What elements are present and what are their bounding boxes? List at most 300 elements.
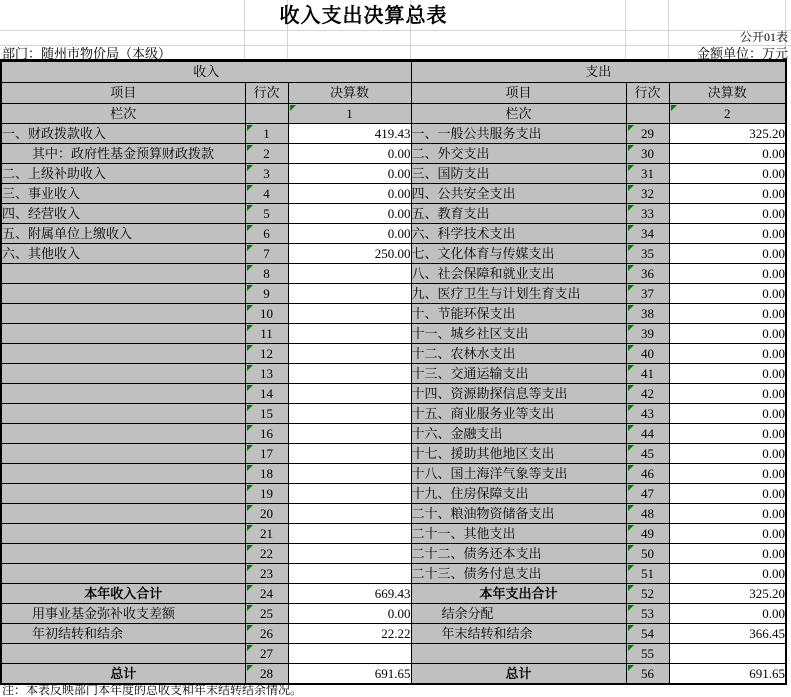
comment-marker-icon — [247, 485, 253, 491]
amount-unit-label: 金额单位：万元 — [696, 46, 788, 61]
revenue-row-number — [245, 444, 288, 464]
comment-marker-icon — [247, 205, 253, 211]
table-row — [1, 404, 786, 424]
expenditure-item-label — [411, 384, 626, 404]
expenditure-amount-header: 决算数 — [669, 83, 786, 104]
expenditure-amount — [669, 184, 786, 204]
comment-marker-icon — [628, 465, 634, 471]
revenue-item-label — [1, 584, 245, 604]
expenditure-amount — [669, 484, 786, 504]
table-row — [1, 204, 786, 224]
expenditure-item-label-text: 六、科学技术支出 — [411, 226, 516, 241]
revenue-amount — [288, 304, 411, 324]
expenditure-item-label-text: 年末结转和结余 — [441, 626, 533, 641]
expenditure-amount-text: 691.65 — [749, 666, 785, 681]
expenditure-row-number-text: 42 — [641, 386, 654, 401]
revenue-amount — [288, 644, 411, 664]
expenditure-row-number-text: 41 — [641, 366, 654, 381]
revenue-row-number — [245, 564, 288, 584]
comment-marker-icon — [628, 505, 634, 511]
table-row — [1, 504, 786, 524]
expenditure-row-number-text: 49 — [641, 526, 654, 541]
comment-marker-icon — [628, 445, 634, 451]
expenditure-item-label-text: 本年支出合计 — [479, 586, 558, 601]
table-row — [1, 644, 786, 664]
revenue-row-number-text: 12 — [260, 346, 273, 361]
expenditure-amount — [669, 204, 786, 224]
revenue-amount-text: 0.00 — [387, 166, 411, 181]
expenditure-row-number — [626, 384, 669, 404]
expenditure-amount — [669, 544, 786, 564]
expenditure-item-label-text: 十二、农林水支出 — [411, 346, 516, 361]
expenditure-amount-text: 0.00 — [762, 326, 785, 341]
revenue-row-number — [245, 644, 288, 664]
expenditure-row-number — [626, 164, 669, 184]
revenue-item-label — [1, 304, 245, 324]
expenditure-row-number-text: 44 — [641, 426, 654, 441]
expenditure-item-label-text: 五、教育支出 — [411, 206, 490, 221]
expenditure-amount — [669, 424, 786, 444]
expenditure-item-label — [411, 404, 626, 424]
comment-marker-icon — [628, 485, 634, 491]
revenue-item-label-text: 三、事业收入 — [2, 186, 81, 201]
expenditure-lanci-label: 栏次 — [411, 104, 626, 124]
revenue-row-number — [245, 244, 288, 264]
revenue-amount-text: 691.65 — [374, 666, 411, 681]
revenue-item-label — [1, 124, 245, 144]
footnote: 注：本表反映部门本年度的总收支和年末结转结余情况。 — [2, 683, 303, 697]
revenue-row-number-text: 17 — [260, 446, 273, 461]
expenditure-item-header: 项目 — [411, 83, 626, 104]
expenditure-amount — [669, 524, 786, 544]
comment-marker-icon — [247, 525, 253, 531]
revenue-row-number — [245, 344, 288, 364]
revenue-item-label — [1, 524, 245, 544]
expenditure-row-number — [626, 484, 669, 504]
revenue-row-number — [245, 284, 288, 304]
revenue-item-label-text: 五、附属单位上缴收入 — [2, 226, 133, 241]
revenue-amount-text: 250.00 — [374, 246, 411, 261]
expenditure-item-label — [411, 184, 626, 204]
expenditure-amount — [669, 244, 786, 264]
comment-marker-icon — [628, 545, 634, 551]
revenue-row-number-text: 26 — [260, 626, 273, 641]
expenditure-item-label — [411, 564, 626, 584]
revenue-row-number — [245, 504, 288, 524]
expenditure-item-label — [411, 224, 626, 244]
comment-marker-icon — [247, 305, 253, 311]
expenditure-amount-text: 0.00 — [762, 446, 785, 461]
revenue-row-number-text: 6 — [263, 226, 270, 241]
expenditure-row-number-text: 53 — [641, 606, 654, 621]
expenditure-rowno-header: 行次 — [626, 83, 669, 104]
expenditure-item-label-text: 十七、援助其他地区支出 — [411, 446, 555, 461]
revenue-item-label — [1, 224, 245, 244]
revenue-item-label — [1, 544, 245, 564]
expenditure-amount-text: 0.00 — [762, 206, 785, 221]
comment-marker-icon — [628, 145, 634, 151]
expenditure-item-label-text: 九、医疗卫生与计划生育支出 — [411, 286, 581, 301]
revenue-lanci-label: 栏次 — [1, 104, 245, 124]
expenditure-item-label-text: 十九、住房保障支出 — [411, 486, 529, 501]
expenditure-amount-text: 0.00 — [762, 286, 785, 301]
comment-marker-icon — [247, 405, 253, 411]
expenditure-row-number-text: 48 — [641, 506, 654, 521]
table-row — [1, 184, 786, 204]
expenditure-item-label — [411, 444, 626, 464]
revenue-item-label — [1, 284, 245, 304]
comment-marker-icon — [628, 625, 634, 631]
revenue-row-number-text: 25 — [260, 606, 273, 621]
expenditure-item-label-text: 一、一般公共服务支出 — [411, 126, 542, 141]
table-row — [1, 344, 786, 364]
expenditure-row-number — [626, 184, 669, 204]
expenditure-item-label — [411, 504, 626, 524]
expenditure-row-number-text: 37 — [641, 286, 654, 301]
expenditure-item-label — [411, 644, 626, 664]
revenue-row-number — [245, 384, 288, 404]
expenditure-amount-text: 0.00 — [762, 226, 785, 241]
revenue-row-number — [245, 264, 288, 284]
revenue-amount-text: 22.22 — [381, 626, 411, 641]
expenditure-row-number-text: 34 — [641, 226, 654, 241]
table-row — [1, 284, 786, 304]
expenditure-item-label-text: 总计 — [505, 666, 532, 681]
expenditure-row-number — [626, 444, 669, 464]
revenue-amount — [288, 224, 411, 244]
table-row — [1, 424, 786, 444]
comment-marker-icon — [247, 625, 253, 631]
table-row — [1, 224, 786, 244]
column-header-row — [1, 83, 786, 104]
revenue-amount — [288, 444, 411, 464]
revenue-item-label — [1, 384, 245, 404]
revenue-row-number-text: 5 — [263, 206, 270, 221]
revenue-row-number-text: 22 — [260, 546, 273, 561]
revenue-row-number-text: 1 — [263, 126, 270, 141]
expenditure-row-number — [626, 244, 669, 264]
table-row — [1, 464, 786, 484]
comment-marker-icon — [628, 305, 634, 311]
revenue-row-number-text: 19 — [260, 486, 273, 501]
revenue-row-number-text: 11 — [260, 326, 273, 341]
revenue-row-number — [245, 404, 288, 424]
expenditure-item-label-text: 八、社会保障和就业支出 — [411, 266, 555, 281]
comment-marker-icon — [247, 545, 253, 551]
table-row — [1, 584, 786, 604]
table-row — [1, 604, 786, 624]
comment-marker-icon — [628, 205, 634, 211]
revenue-row-number — [245, 204, 288, 224]
table-row — [1, 484, 786, 504]
expenditure-item-label — [411, 204, 626, 224]
comment-marker-icon — [247, 465, 253, 471]
revenue-row-number-text: 18 — [260, 466, 273, 481]
revenue-amount — [288, 184, 411, 204]
expenditure-row-number — [626, 424, 669, 444]
table-row — [1, 264, 786, 284]
revenue-item-label-text: 总计 — [110, 666, 137, 681]
revenue-row-number — [245, 424, 288, 444]
expenditure-item-label — [411, 284, 626, 304]
revenue-row-number — [245, 324, 288, 344]
expenditure-item-label-text: 十、节能环保支出 — [411, 306, 516, 321]
revenue-amount — [288, 564, 411, 584]
comment-marker-icon — [628, 185, 634, 191]
revenue-row-number-text: 8 — [263, 266, 270, 281]
expenditure-column-index — [669, 104, 786, 124]
revenue-row-number-text: 20 — [260, 506, 273, 521]
table-row — [1, 524, 786, 544]
expenditure-item-label-text: 结余分配 — [441, 606, 494, 621]
expenditure-amount-text: 0.00 — [762, 186, 785, 201]
revenue-row-number-text: 23 — [260, 566, 273, 581]
comment-marker-icon — [247, 165, 253, 171]
expenditure-row-number-text: 51 — [641, 566, 654, 581]
table-row — [1, 444, 786, 464]
expenditure-item-label — [411, 364, 626, 384]
revenue-item-label — [1, 564, 245, 584]
revenue-item-label-text: 本年收入合计 — [84, 586, 163, 601]
expenditure-item-label — [411, 624, 626, 644]
expenditure-item-label — [411, 324, 626, 344]
revenue-amount — [288, 264, 411, 284]
revenue-amount-text: 0.00 — [387, 206, 411, 221]
revenue-item-label — [1, 444, 245, 464]
revenue-item-label-text: 四、经营收入 — [2, 206, 81, 221]
expenditure-row-number — [626, 564, 669, 584]
expenditure-amount-text: 0.00 — [762, 466, 785, 481]
department-label: 部门：随州市物价局（本级） — [2, 46, 172, 61]
expenditure-amount — [669, 444, 786, 464]
expenditure-item-label-text: 二、外交支出 — [411, 146, 490, 161]
comment-marker-icon — [628, 165, 634, 171]
revenue-amount — [288, 604, 411, 624]
expenditure-item-label — [411, 524, 626, 544]
expenditure-amount-text: 0.00 — [762, 506, 785, 521]
table-body — [1, 124, 786, 685]
expenditure-amount — [669, 264, 786, 284]
revenue-item-label — [1, 504, 245, 524]
expenditure-item-label — [411, 124, 626, 144]
comment-marker-icon — [247, 185, 253, 191]
revenue-item-label — [1, 624, 245, 644]
revenue-amount — [288, 364, 411, 384]
comment-marker-icon — [247, 385, 253, 391]
revenue-amount — [288, 244, 411, 264]
expenditure-row-number-text: 31 — [641, 166, 654, 181]
revenue-row-number — [245, 524, 288, 544]
comment-marker-icon — [247, 645, 253, 651]
revenue-item-label — [1, 664, 245, 685]
expenditure-row-number-text: 29 — [641, 126, 654, 141]
revenue-row-number — [245, 544, 288, 564]
revenue-item-label — [1, 264, 245, 284]
expenditure-row-number — [626, 584, 669, 604]
revenue-amount — [288, 524, 411, 544]
comment-marker-icon — [628, 265, 634, 271]
revenue-row-number — [245, 464, 288, 484]
comment-marker-icon — [628, 425, 634, 431]
revenue-item-label-text: 其中：政府性基金预算财政拨款 — [32, 146, 215, 161]
page-title: 收入支出决算总表 — [279, 5, 448, 27]
revenue-row-number — [245, 604, 288, 624]
comment-marker-icon — [247, 665, 253, 671]
expenditure-row-number — [626, 544, 669, 564]
column-index-row — [1, 104, 786, 124]
comment-marker-icon — [628, 225, 634, 231]
table-row — [1, 564, 786, 584]
revenue-section-header: 收入 — [1, 61, 411, 83]
expenditure-row-number-text: 33 — [641, 206, 654, 221]
revenue-row-number — [245, 224, 288, 244]
expenditure-amount-text: 325.20 — [749, 126, 785, 141]
revenue-row-number — [245, 144, 288, 164]
expenditure-item-label-text: 二十、粮油物资储备支出 — [411, 506, 555, 521]
expenditure-item-label-text: 十六、金融支出 — [411, 426, 503, 441]
expenditure-amount-text: 0.00 — [762, 266, 785, 281]
comment-marker-icon — [247, 145, 253, 151]
revenue-item-label-text: 年初结转和结余 — [32, 626, 124, 641]
expenditure-row-number — [626, 624, 669, 644]
expenditure-amount-text: 0.00 — [762, 386, 785, 401]
revenue-lanci-blank — [245, 104, 288, 124]
comment-marker-icon — [247, 505, 253, 511]
table-header — [1, 61, 786, 124]
revenue-amount — [288, 504, 411, 524]
comment-marker-icon — [628, 245, 634, 251]
table-code-label: 公开01表 — [739, 30, 788, 44]
comment-marker-icon — [247, 325, 253, 331]
title-area — [0, 0, 791, 62]
revenue-row-number-text: 10 — [260, 306, 273, 321]
expenditure-item-label — [411, 144, 626, 164]
revenue-row-number-text: 13 — [260, 366, 273, 381]
expenditure-item-label — [411, 584, 626, 604]
expenditure-amount — [669, 604, 786, 624]
comment-marker-icon — [628, 565, 634, 571]
revenue-item-label — [1, 184, 245, 204]
revenue-rowno-header: 行次 — [245, 83, 288, 104]
expenditure-item-label — [411, 304, 626, 324]
revenue-amount-text: 669.43 — [374, 586, 411, 601]
table-row — [1, 324, 786, 344]
revenue-item-label — [1, 484, 245, 504]
revenue-item-label-text: 二、上级补助收入 — [2, 166, 107, 181]
revenue-row-number-text: 7 — [263, 246, 270, 261]
revenue-item-label — [1, 204, 245, 224]
revenue-row-number-text: 15 — [260, 406, 273, 421]
expenditure-row-number-text: 50 — [641, 546, 654, 561]
revenue-amount — [288, 424, 411, 444]
revenue-amount — [288, 344, 411, 364]
expenditure-row-number — [626, 604, 669, 624]
expenditure-amount-text: 0.00 — [762, 606, 785, 621]
expenditure-row-number-text: 45 — [641, 446, 654, 461]
expenditure-row-number-text: 52 — [641, 586, 654, 601]
comment-marker-icon — [247, 585, 253, 591]
comment-marker-icon — [628, 385, 634, 391]
expenditure-row-number — [626, 124, 669, 144]
comment-marker-icon — [628, 605, 634, 611]
table-row — [1, 624, 786, 644]
expenditure-item-label-text: 二十三、债务付息支出 — [411, 566, 542, 581]
revenue-amount — [288, 544, 411, 564]
expenditure-row-number — [626, 464, 669, 484]
expenditure-row-number — [626, 404, 669, 424]
expenditure-amount-text: 0.00 — [762, 306, 785, 321]
revenue-item-label-text: 用事业基金弥补收支差额 — [32, 606, 176, 621]
comment-marker-icon — [247, 285, 253, 291]
comment-marker-icon — [247, 565, 253, 571]
expenditure-row-number — [626, 304, 669, 324]
expenditure-row-number-text: 40 — [641, 346, 654, 361]
revenue-amount-text: 0.00 — [387, 606, 411, 621]
comment-marker-icon — [247, 125, 253, 131]
expenditure-item-label — [411, 544, 626, 564]
expenditure-row-number — [626, 504, 669, 524]
revenue-amount — [288, 384, 411, 404]
revenue-amount — [288, 624, 411, 644]
expenditure-amount — [669, 384, 786, 404]
expenditure-row-number — [626, 644, 669, 664]
expenditure-amount-text: 325.20 — [749, 586, 785, 601]
revenue-row-number — [245, 164, 288, 184]
expenditure-item-label-text: 七、文化体育与传媒支出 — [411, 246, 555, 261]
revenue-amount — [288, 404, 411, 424]
expenditure-row-number-text: 56 — [641, 666, 654, 681]
revenue-amount — [288, 484, 411, 504]
expenditure-row-number — [626, 204, 669, 224]
revenue-item-label-text: 一、财政拨款收入 — [2, 126, 107, 141]
revenue-amount-text: 0.00 — [387, 226, 411, 241]
comment-marker-icon — [247, 265, 253, 271]
expenditure-row-number — [626, 664, 669, 685]
revenue-amount — [288, 664, 411, 685]
expenditure-row-number-text: 54 — [641, 626, 654, 641]
expenditure-item-label-text: 十三、交通运输支出 — [411, 366, 529, 381]
revenue-item-label — [1, 144, 245, 164]
expenditure-amount-text: 0.00 — [762, 246, 785, 261]
expenditure-amount — [669, 124, 786, 144]
expenditure-amount-text: 0.00 — [762, 366, 785, 381]
table-row — [1, 144, 786, 164]
expenditure-row-number — [626, 224, 669, 244]
expenditure-amount — [669, 464, 786, 484]
expenditure-section-header: 支出 — [411, 61, 786, 83]
comment-marker-icon — [247, 425, 253, 431]
comment-marker-icon — [247, 365, 253, 371]
expenditure-item-label-text: 四、公共安全支出 — [411, 186, 516, 201]
revenue-amount — [288, 284, 411, 304]
revenue-amount — [288, 124, 411, 144]
comment-marker-icon — [628, 665, 634, 671]
expenditure-row-number-text: 55 — [641, 646, 654, 661]
revenue-item-label — [1, 344, 245, 364]
expenditure-row-number — [626, 364, 669, 384]
comment-marker-icon — [628, 525, 634, 531]
final-accounts-table — [0, 59, 787, 685]
revenue-row-number — [245, 584, 288, 604]
expenditure-amount-text: 0.00 — [762, 146, 785, 161]
revenue-row-number — [245, 484, 288, 504]
expenditure-row-number — [626, 144, 669, 164]
column-index-value: 2 — [724, 106, 731, 121]
expenditure-item-label-text: 十四、资源勘探信息等支出 — [411, 386, 568, 401]
expenditure-amount — [669, 344, 786, 364]
gridline — [0, 30, 791, 31]
expenditure-item-label — [411, 484, 626, 504]
